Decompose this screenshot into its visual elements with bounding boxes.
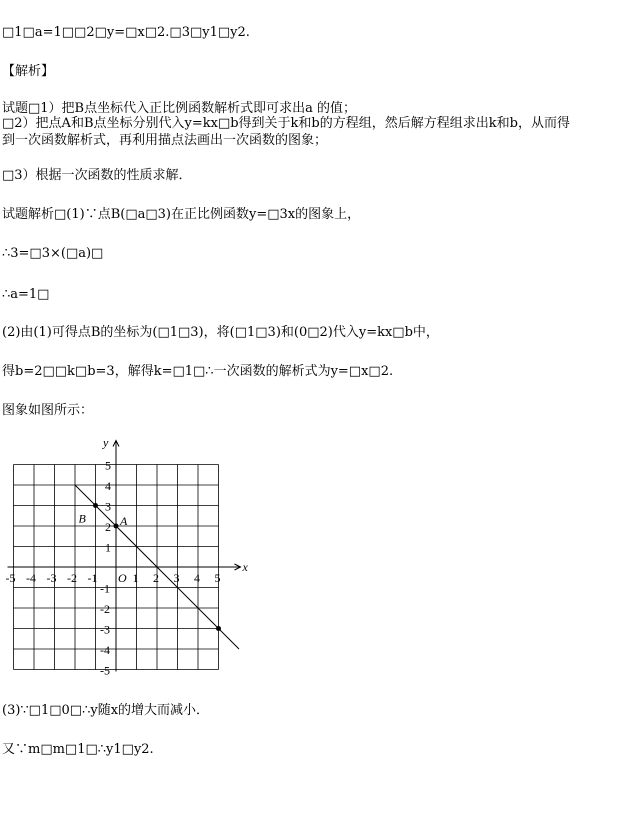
- analysis-step-2: □2）把点A和B点坐标分别代入y=kx□b得到关于k和b的方程组，然后解方程组求出k和b，从而得: [2, 116, 570, 131]
- axes: [5, 435, 249, 672]
- x-tick-label: -4: [26, 571, 36, 585]
- x-tick-label: -5: [5, 571, 16, 585]
- y-tick-label: 1: [105, 540, 111, 555]
- answer-summary: □1□a=1□□2□y=□x□2.□3□y1□y2.: [2, 25, 250, 40]
- analysis-step-1: 试题□1）把B点坐标代入正比例函数解析式即可求出a 的值；: [2, 101, 356, 116]
- x-tick-label: -2: [67, 571, 77, 585]
- y-tick-label: -4: [100, 643, 110, 657]
- y-axis-label: y: [103, 435, 109, 450]
- y-tick-label: -5: [100, 663, 110, 678]
- x-tick-label: -1: [87, 571, 98, 585]
- y-tick-label: -3: [100, 622, 110, 637]
- graph-caption: 图象如图所示：: [2, 403, 94, 418]
- point-end: [216, 626, 221, 631]
- y-tick-label: 2: [105, 520, 111, 534]
- tick-labels: [6, 459, 221, 678]
- x-axis-label: x: [242, 560, 248, 574]
- y-tick-label: 4: [105, 479, 111, 493]
- x-tick-label: 2: [153, 571, 159, 585]
- y-tick-label: -1: [100, 581, 110, 596]
- solution-part-2-result: 得b=2□□k□b=3，解得k=□1□∴一次函数的解析式为y=□x□2.: [2, 364, 394, 379]
- solution-part-3: (3)∵□1□0□∴y随x的增大而减小．: [2, 703, 210, 718]
- x-tick-label: 3: [173, 571, 180, 585]
- point-B-label: B: [78, 511, 86, 526]
- y-tick-label: 5: [105, 458, 111, 473]
- coordinate-graph: [0, 435, 260, 685]
- analysis-heading: 【解析】: [2, 64, 55, 79]
- solution-result-a: ∴a=1□: [2, 287, 50, 302]
- x-tick-label: 1: [132, 571, 139, 585]
- point-B: [93, 503, 98, 508]
- solution-equation: ∴3=□3×(□a)□: [2, 246, 104, 261]
- solution-conclusion: 又∵m□m□1□∴y1□y2.: [2, 742, 154, 757]
- analysis-step-3: □3）根据一次函数的性质求解．: [2, 168, 192, 183]
- origin-label: O: [118, 571, 127, 585]
- y-tick-label: -2: [100, 602, 110, 616]
- x-tick-label: -3: [46, 571, 57, 585]
- y-tick-label: 3: [105, 499, 111, 514]
- solution-part-2: (2)由(1)可得点B的坐标为(□1□3)，将(□1□3)和(0□2)代入y=kx□b中，: [2, 325, 439, 340]
- point-A-label: A: [120, 514, 128, 528]
- x-tick-label: 4: [194, 571, 200, 585]
- analysis-step-2-cont: 到一次函数解析式，再利用描点法画出一次函数的图象；: [2, 133, 328, 148]
- solution-part-1: 试题解析□(1)∵点B(□a□3)在正比例函数y=□3x的图象上，: [2, 207, 361, 222]
- x-tick-label: 5: [214, 571, 221, 585]
- point-A: [114, 524, 119, 529]
